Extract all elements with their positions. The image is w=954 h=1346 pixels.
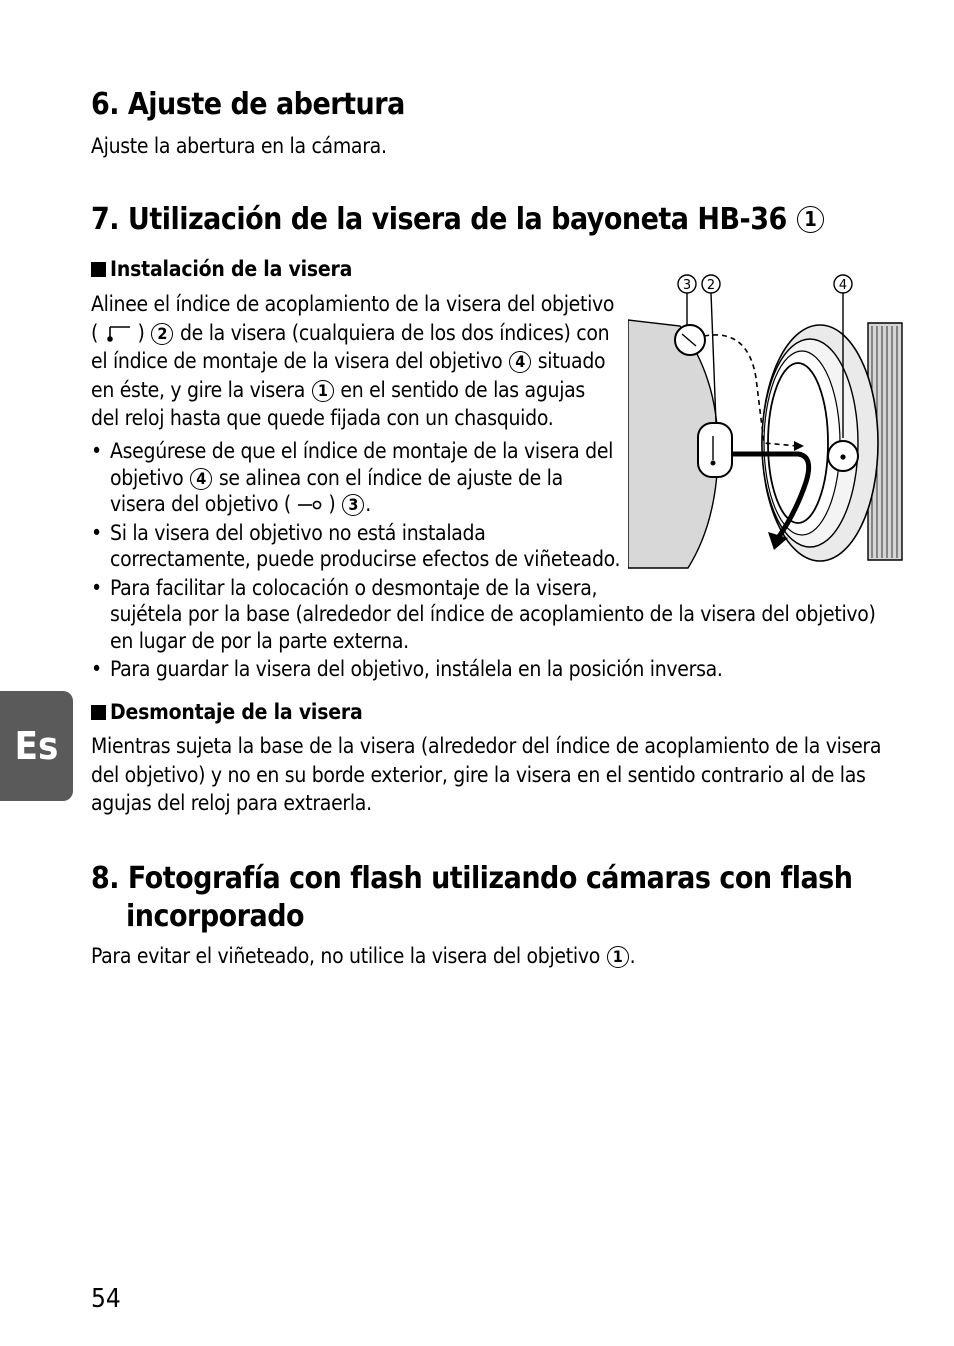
install-paragraph (91, 290, 631, 433)
removal-heading-text: Desmontaje de la visera (110, 700, 363, 724)
install-line (91, 347, 631, 376)
label-3-text: 3 (682, 278, 692, 293)
lens-body (762, 323, 902, 561)
label-4-badge (834, 275, 852, 293)
install-line: del reloj hasta que quede fijada con un chasquido. (91, 406, 554, 430)
bullet-line: • Para guardar la visera del objetivo, instálela en la posición inversa. (110, 657, 723, 681)
paren-open: ( (91, 320, 99, 345)
mount-index-dot (840, 454, 845, 459)
removal-line: Mientras sujeta la base de la visera (alrededor del índice de acoplamiento de la visera (91, 734, 882, 758)
bullet-text: . (365, 492, 371, 516)
install-line: Alinee el índice de acoplamiento de la visera del objetivo (91, 292, 615, 316)
removal-heading (91, 700, 363, 724)
section-8-title-line: incorporado (126, 899, 305, 934)
label-2-text: 2 (706, 278, 716, 293)
section-8-title (91, 860, 852, 936)
install-heading (91, 257, 352, 281)
removal-paragraph (91, 732, 931, 818)
ref-1-badge: 1 (312, 380, 334, 402)
section-8-body (91, 942, 635, 971)
bullet-item (91, 656, 891, 683)
section-7-title (91, 201, 825, 239)
section-8-body-text: . (629, 944, 636, 968)
language-tab: Es (0, 691, 73, 801)
install-line-text: en el sentido de las agujas (340, 377, 585, 402)
bullet-line: • Asegúrese de que el índice de montaje de la visera del (110, 439, 614, 463)
coupling-index-icon (104, 324, 132, 344)
page-number: 54 (91, 1284, 121, 1314)
lens-hood (628, 320, 732, 568)
ref-1-badge: 1 (607, 946, 629, 968)
paren-close: ) (137, 320, 145, 345)
bullet-text: ) (328, 492, 336, 516)
bullet-line: correctamente, puede producirse efectos de viñeteado. (110, 547, 621, 571)
install-line (91, 376, 631, 405)
bullet-text: se alinea con el índice de ajuste de la (218, 465, 563, 490)
install-line-text: el índice de montaje de la visera del objetivo (91, 349, 503, 373)
bullet-text: visera del objetivo ( (110, 492, 291, 516)
install-line-text: de la visera (cualquiera de los dos índices) con (179, 320, 610, 345)
ref-4-badge: 4 (190, 468, 212, 490)
ref-2-badge: 2 (151, 323, 173, 345)
section-8-body-text: Para evitar el viñeteado, no utilice la visera del objetivo (91, 944, 600, 968)
install-line-text: situado (537, 349, 606, 373)
label-4-text: 4 (838, 278, 848, 293)
ref-1-badge: 1 (797, 206, 824, 233)
section-8-title-line: 8. Fotografía con flash utilizando cámaras con flash (91, 861, 853, 896)
bullet-line: • Para facilitar la colocación o desmontaje de la visera, (110, 575, 598, 600)
square-bullet-icon (91, 262, 106, 277)
bullet-line: en lugar de por la parte externa. (110, 628, 409, 653)
label-2-badge (702, 275, 720, 293)
bullet-line: sujétela por la base (alrededor del índice de acoplamiento de la visera del objetivo) (110, 602, 876, 626)
label-3-badge (678, 275, 696, 293)
removal-line: agujas del reloj para extraerla. (91, 791, 372, 815)
install-heading-text: Instalación de la visera (110, 257, 353, 281)
lens-hood-figure (628, 268, 904, 590)
install-line-text: en éste, y gire la visera (91, 377, 306, 402)
bullet-text: objetivo (110, 465, 184, 490)
section-6-body: Ajuste la abertura en la cámara. (91, 134, 387, 158)
install-line (91, 319, 631, 348)
ref-4-badge: 4 (509, 351, 531, 373)
removal-line: del objetivo) y no en su borde exterior, gire la visera en el sentido contrario al de las (91, 762, 866, 787)
section-6-title: 6. Ajuste de abertura (91, 87, 405, 122)
ref-3-badge: 3 (342, 494, 364, 516)
bullet-line: • Si la visera del objetivo no está instalada (110, 520, 486, 545)
lens-hood-index-icon (297, 498, 323, 512)
section-7-title-text: 7. Utilización de la visera de la bayoneta HB-36 (91, 202, 787, 237)
square-bullet-icon (91, 705, 106, 720)
